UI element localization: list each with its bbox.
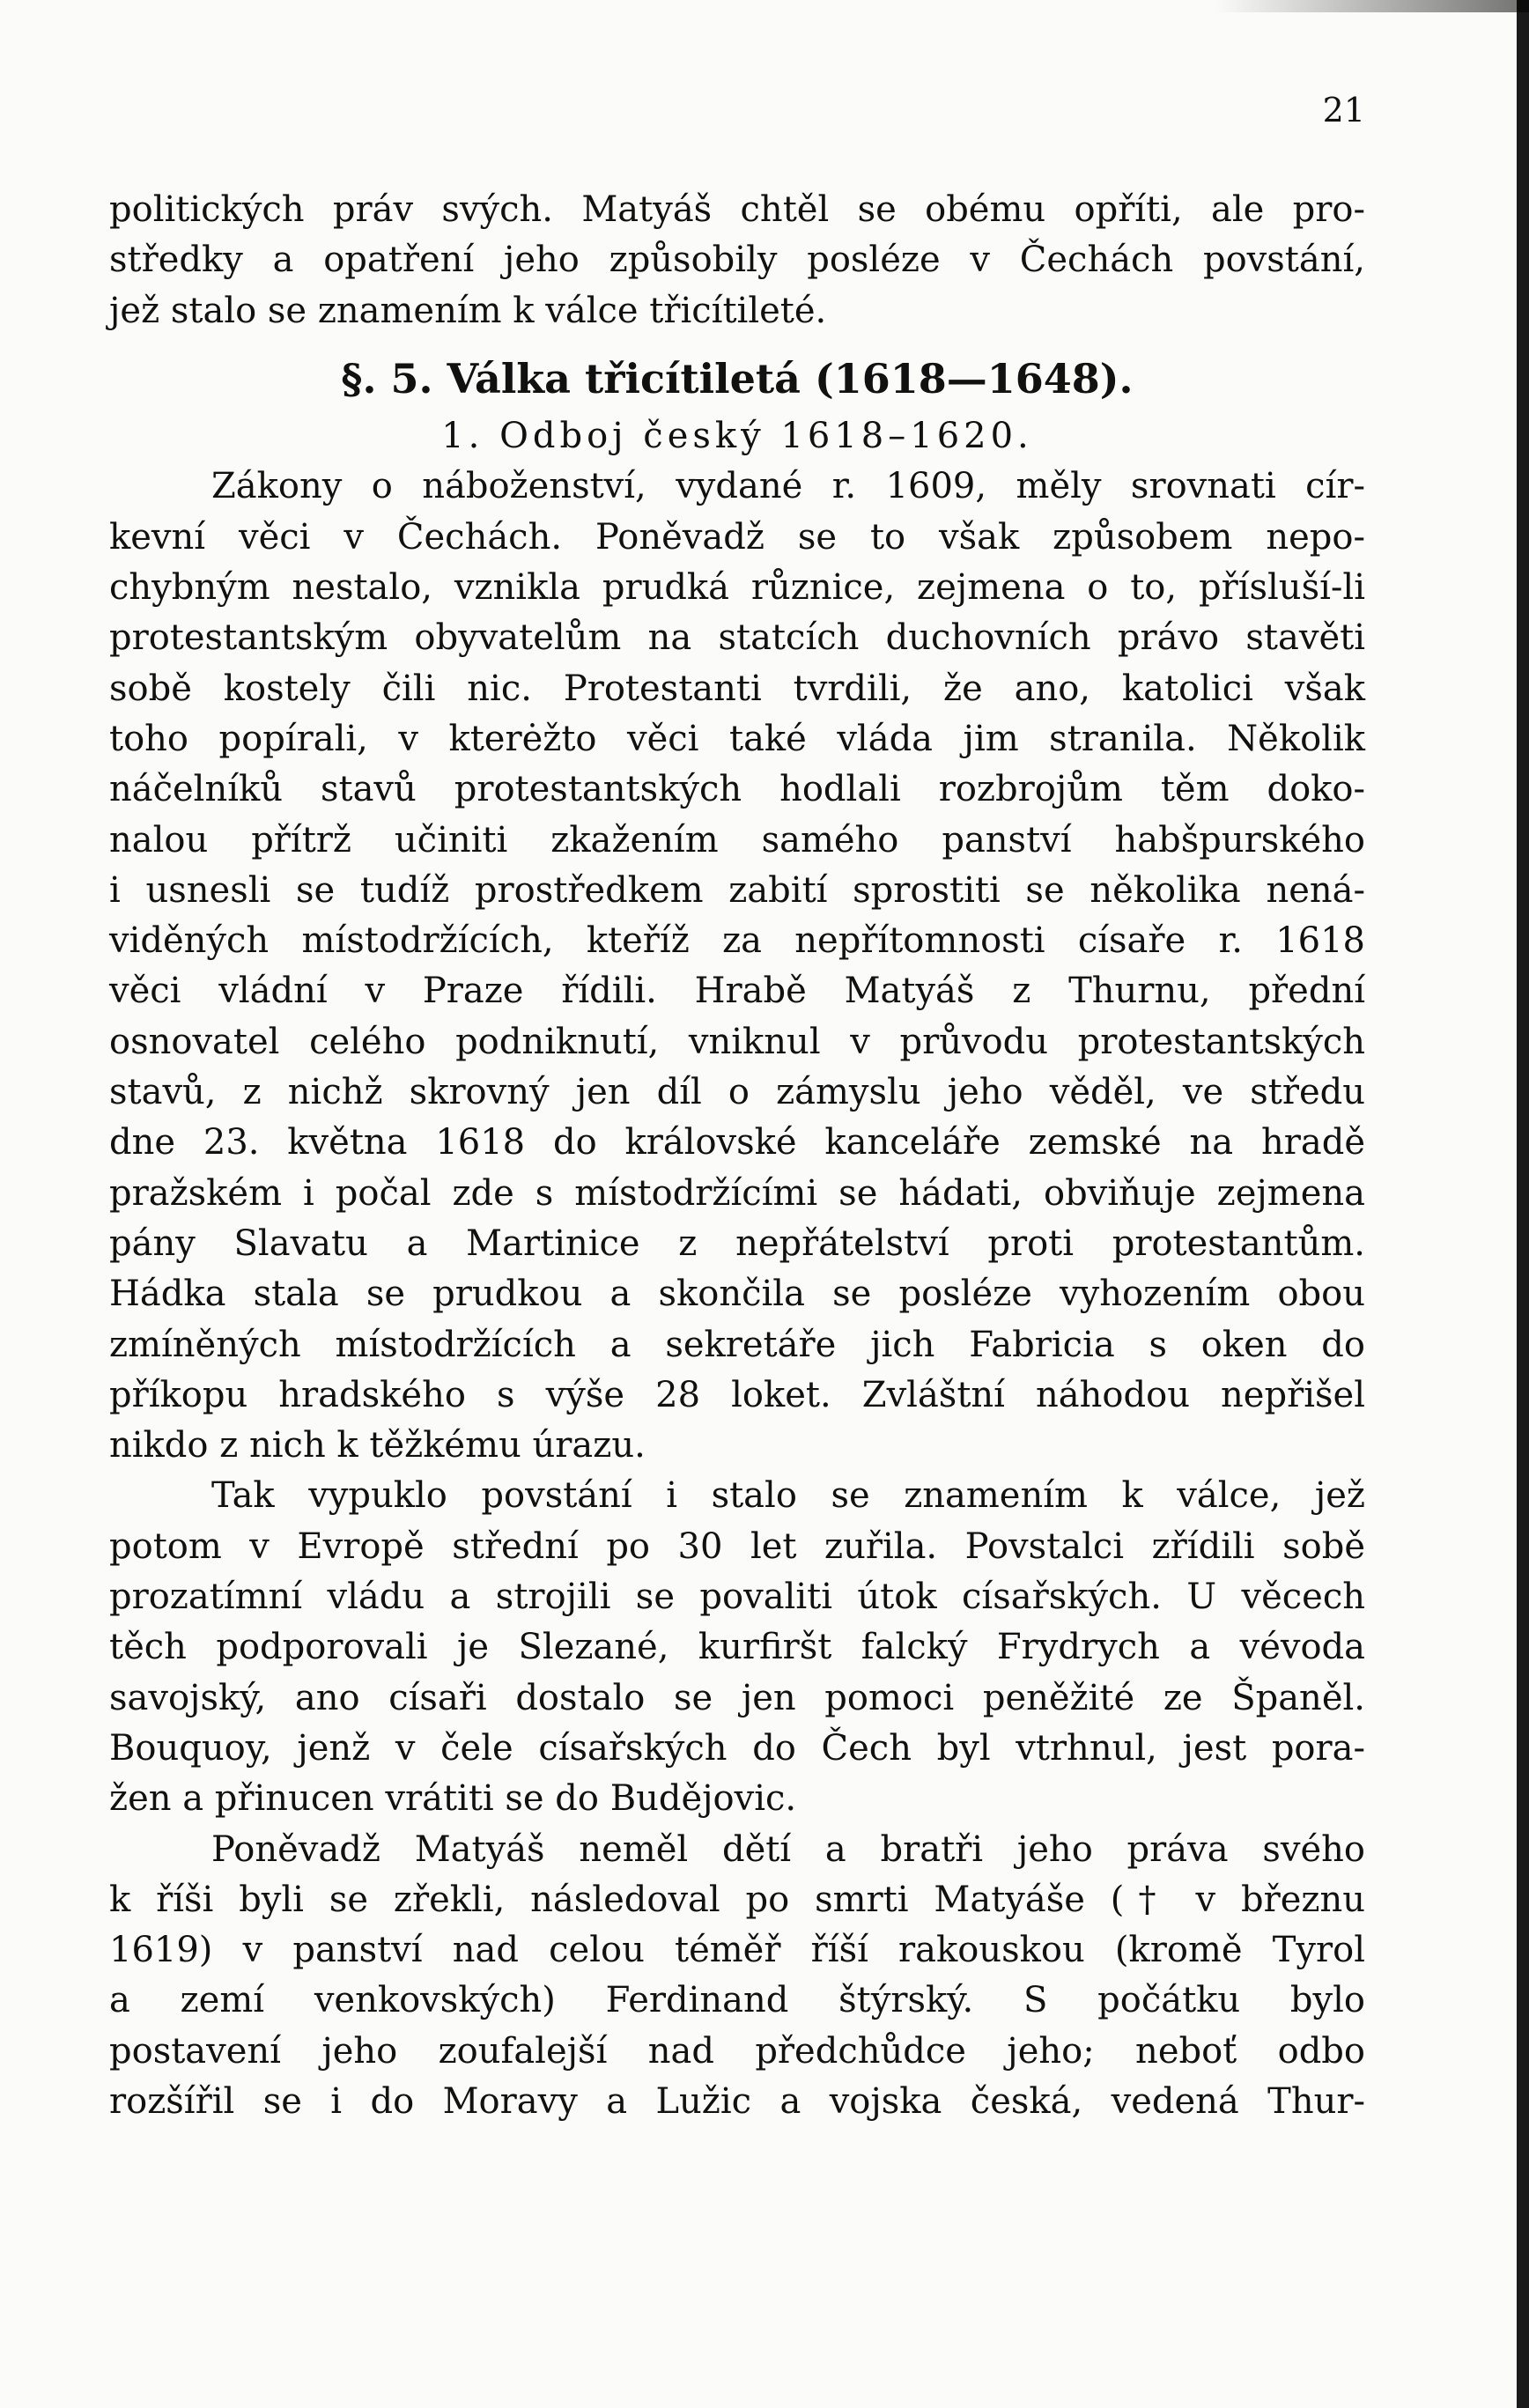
text-line: osnovatel celého podniknutí, vniknul v průvodu protestantských: [109, 1021, 1365, 1062]
paragraph-2: [109, 1471, 1365, 1824]
text-line: k říši byli se zřekli, následoval po smrti Matyáše († v březnu: [109, 1879, 1365, 1920]
text-line: náčelníků stavů protestantských hodlali rozbrojům těm doko-: [109, 769, 1365, 810]
spacer: [109, 336, 1365, 354]
text-line: Poněvadž Matyáš neměl dětí a bratři jeho práva svého: [211, 1828, 1365, 1870]
text-line: žen a přinucen vrátiti se do Budějovic.: [109, 1778, 797, 1820]
paragraph-3: [109, 1825, 1365, 2128]
intro-paragraph: [109, 185, 1365, 336]
text-line: 1619) v panství nad celou téměř říší rakouskou (kromě Tyrol: [109, 1930, 1365, 1971]
text-line: i usnesli se tudíž prostředkem zabití sprostiti se několika nená-: [109, 869, 1365, 911]
text-line: pražském i počal zde s místodržícími se hádati, obviňuje zejmena: [109, 1172, 1365, 1214]
text-line: těch podporovali je Slezané, kurfiršt falcký Frydrych a vévoda: [109, 1627, 1365, 1668]
text-line: toho popírali, v kterėžto věci také vláda jim stranila. Několik: [109, 718, 1365, 759]
text-line: zmíněných místodržících a sekretáře jich Fabricia s oken do: [109, 1324, 1365, 1365]
text-line: kevní věci v Čechách. Poněvadž se to však způsobem nepo-: [109, 516, 1365, 558]
text-line: stavů, z nichž skrovný jen díl o zámyslu jeho věděl, ve středu: [109, 1072, 1365, 1113]
page-number: 21: [1322, 91, 1365, 129]
text-line: jež stalo se znamením k válce třicítileté.: [109, 290, 827, 331]
text-line: prozatímní vládu a strojili se povaliti útok císařských. U věcech: [109, 1577, 1365, 1618]
text-line: Hádka stala se prudkou a skončila se posléze vyhozením obou: [109, 1274, 1365, 1315]
text-line: nikdo z nich k těžkému úrazu.: [109, 1425, 646, 1466]
spacer: [109, 404, 1365, 411]
text-line: Zákony o náboženství, vydané r. 1609, měly srovnati cír-: [211, 466, 1365, 507]
text-line: dne 23. května 1618 do královské kanceláře zemské na hradě: [109, 1122, 1365, 1163]
text-line: savojský, ano císaři dostalo se jen pomoci peněžité ze Španěl.: [109, 1677, 1365, 1718]
page-text: [109, 185, 1365, 2127]
text-line: chybným nestalo, vznikla prudká různice, zejmena o to, přísluší-li: [109, 567, 1365, 609]
section-heading: §. 5. Válka třicítiletá (1618—1648).: [341, 354, 1134, 403]
text-line: pány Slavatu a Martinice z nepřátelství proti protestantům.: [109, 1222, 1365, 1264]
text-line: a zemí venkovských) Ferdinand štýrský. S počátku bylo: [109, 1980, 1365, 2021]
text-line: sobě kostely čili nic. Protestanti tvrdili, že ano, katolici však: [109, 668, 1365, 709]
text-line: rozšířil se i do Moravy a Lužic a vojska česká, vedená Thur-: [109, 2080, 1365, 2122]
text-line: Bouquoy, jenž v čele císařských do Čech byl vtrhnul, jest pora-: [109, 1727, 1365, 1769]
text-line: viděných místodržících, kteříž za nepřítomnosti císaře r. 1618: [109, 920, 1365, 962]
text-line: Tak vypuklo povstání i stalo se znamením k válce, jež: [211, 1475, 1365, 1517]
paragraph-1: [109, 462, 1365, 1471]
section-subheading: 1. Odboj český 1618–1620.: [441, 416, 1033, 457]
text-line: příkopu hradského s výše 28 loket. Zvláštní náhodou nepřišel: [109, 1374, 1365, 1415]
text-line: věci vládní v Praze řídili. Hrabě Matyáš z Thurnu, přední: [109, 971, 1365, 1012]
text-line: postavení jeho zoufalejší nad předchůdce jeho; neboť odbo: [109, 2030, 1365, 2072]
scan-edge-top: [1215, 0, 1529, 12]
text-line: středky a opatření jeho způsobily posléze v Čechách povstání,: [109, 240, 1365, 281]
scan-edge-right: [1517, 0, 1529, 2408]
text-line: protestantským obyvatelům na statcích duchovních právo stavěti: [109, 617, 1365, 659]
text-line: nalou přítrž učiniti zkažením samého panství habšpurského: [109, 819, 1365, 861]
text-line: potom v Evropě střední po 30 let zuřila. Povstalci zřídili sobě: [109, 1525, 1365, 1567]
text-line: politických práv svých. Matyáš chtěl se obému opříti, ale pro-: [109, 189, 1365, 230]
